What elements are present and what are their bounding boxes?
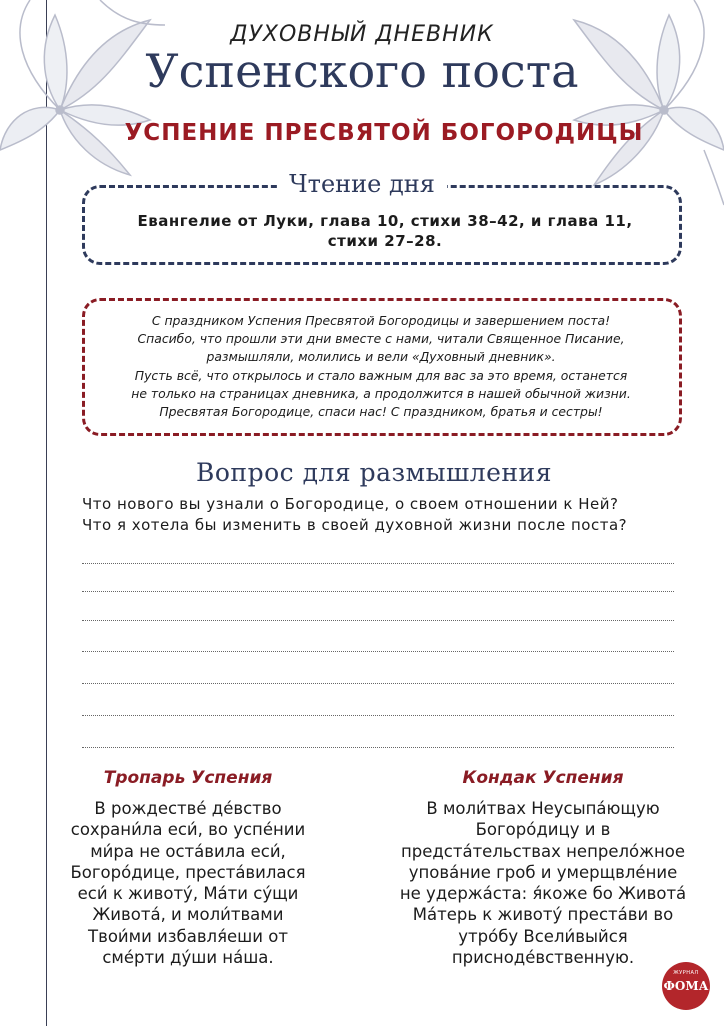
troparion-line: ми́ра не оста́вила еси́, [90,841,286,861]
answer-line[interactable] [82,651,674,652]
troparion-line: Твои́ми избавля́еши от [88,926,288,946]
diary-subtitle: ДУХОВНЫЙ ДНЕВНИК [230,22,494,47]
reflection-heading: Вопрос для размышления [196,458,552,487]
page-title: Успенского поста [145,44,579,98]
troparion-line: сохрани́ла еси́, во успе́нии [70,820,306,840]
greeting-line: не только на страницах дневника, а продолжится в нашей обычной жизни. [131,385,631,401]
kontakion-line: утро́бу Всели́выйся [458,926,628,946]
kontakion-line: В моли́твах Неусыпа́ющую [426,799,660,818]
reflection-question [82,494,702,536]
greeting-line: Пусть всё, что открылось и стало важным для вас за это время, останется [134,367,628,383]
answer-line[interactable] [82,715,674,716]
question-line: Что нового вы узнали о Богородице, о своем отношении к Ней? [82,495,619,513]
greeting-text [96,312,666,421]
kontakion-line: упова́ние гроб и умерщвле́ние [408,862,678,882]
foma-logo [662,962,710,1010]
greeting-line: размышляли, молились и вели «Духовный дневник». [206,349,556,365]
kontakion-line: предста́тельствах непрело́жное [400,841,686,861]
kontakion-line: присноде́вственную. [451,948,635,968]
answer-line[interactable] [82,620,674,621]
troparion-text [43,798,333,968]
logo-big-text: ФОМА [663,979,709,993]
answer-line[interactable] [82,591,674,592]
troparion-line: Живота́, и моли́твами [92,905,284,925]
troparion-heading: Тропарь Успения [103,768,273,788]
greeting-line: С праздником Успения Пресвятой Богородицы и завершением поста! [151,313,611,328]
feast-title: УСПЕНИЕ ПРЕСВЯТОЙ БОГОРОДИЦЫ [124,120,644,146]
kontakion-line: Ма́терь к животу́ преста́ви во [412,905,674,925]
question-line: Что я хотела бы изменить в своей духовной жизни после поста? [82,516,628,534]
greeting-line: Пресвятая Богородице, спаси нас! С праздником, братья и сестры! [159,404,603,420]
answer-line[interactable] [82,747,674,748]
troparion-line: Богоро́дице, преста́вилася [70,862,306,882]
logo-small-text: ЖУРНАЛ [673,970,699,976]
kontakion-line: не удержа́ста: я́коже бо Живота́ [399,884,687,904]
troparion-line: еси́ к животу́, Ма́ти су́щи [77,884,299,904]
reading-line: Евангелие от Луки, глава 10, стихи 38–42, и глава 11, [137,212,633,230]
reading-text [100,211,670,251]
answer-line[interactable] [82,683,674,684]
greeting-line: Спасибо, что прошли эти дни вместе с нами, читали Священное Писание, [137,331,625,347]
troparion-line: сме́рти ду́ши на́ша. [102,948,274,968]
answer-line[interactable] [82,563,674,564]
kontakion-line: Богоро́дицу и в [475,820,611,840]
kontakion-heading: Кондак Успения [462,768,624,788]
troparion-line: В рождестве́ де́вство [94,799,282,818]
reading-heading-wrap [0,170,724,198]
kontakion-text [398,798,688,968]
reading-line: стихи 27–28. [327,232,443,250]
reading-heading: Чтение дня [277,170,447,198]
